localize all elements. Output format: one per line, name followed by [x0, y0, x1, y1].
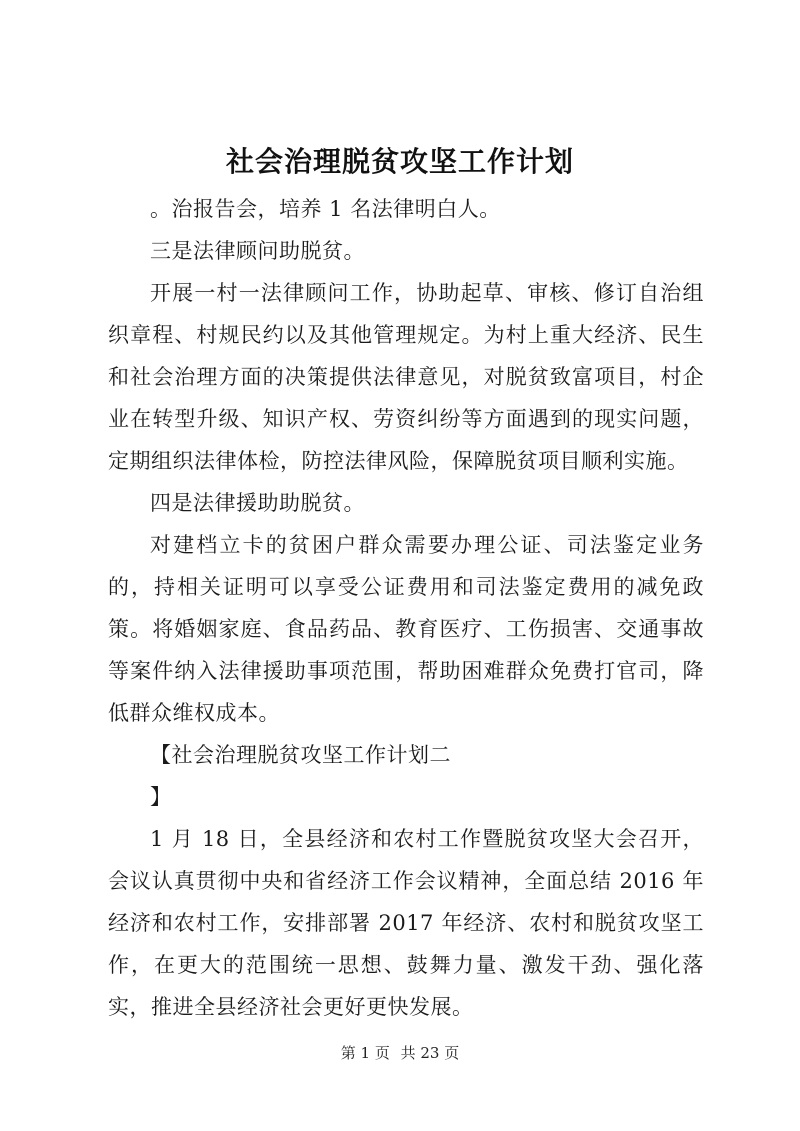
- section-heading: 【社会治理脱贫攻坚工作计划二: [150, 743, 451, 767]
- paragraph: 对建档立卡的贫困户群众需要办理公证、司法鉴定业务的，持相关证明可以享受公证费用和司法鉴定费用的减免政策。将婚姻家庭、食品药品、教育医疗、工伤损害、交通事故等案件纳入法律援助事项范围，帮助困难群众免费打官司，降低群众维权成本。: [108, 533, 704, 725]
- page-number: 第 1 页: [340, 1044, 390, 1062]
- page-footer: [0, 1043, 800, 1063]
- paragraph: 三是法律顾问助脱贫。: [150, 239, 365, 263]
- section-heading-close: 】: [150, 785, 172, 809]
- paragraph: 开展一村一法律顾问工作，协助起草、审核、修订自治组织章程、村规民约以及其他管理规定。为村上重大经济、民生和社会治理方面的决策提供法律意见，对脱贫致富项目，村企业在转型升级、知识产权、劳资纠纷等方面遇到的现实问题，定期组织法律体检，防控法律风险，保障脱贫项目顺利实施。: [108, 281, 704, 473]
- document-body: [108, 188, 704, 1028]
- document-title: 社会治理脱贫攻坚工作计划: [225, 145, 574, 178]
- page-total: 共 23 页: [400, 1044, 460, 1062]
- paragraph: 。治报告会，培养 1 名法律明白人。: [150, 197, 501, 221]
- paragraph: 四是法律援助助脱贫。: [150, 491, 365, 515]
- paragraph: 1 月 18 日，全县经济和农村工作暨脱贫攻坚大会召开，会议认真贯彻中央和省经济工作会议精神，全面总结 2016 年经济和农村工作，安排部署 2017 年经济、农村和脱贫攻坚工作，在更大的范围统一思想、鼓舞力量、激发干劲、强化落实，推进全县经济社会更好更快发展。: [108, 827, 704, 1019]
